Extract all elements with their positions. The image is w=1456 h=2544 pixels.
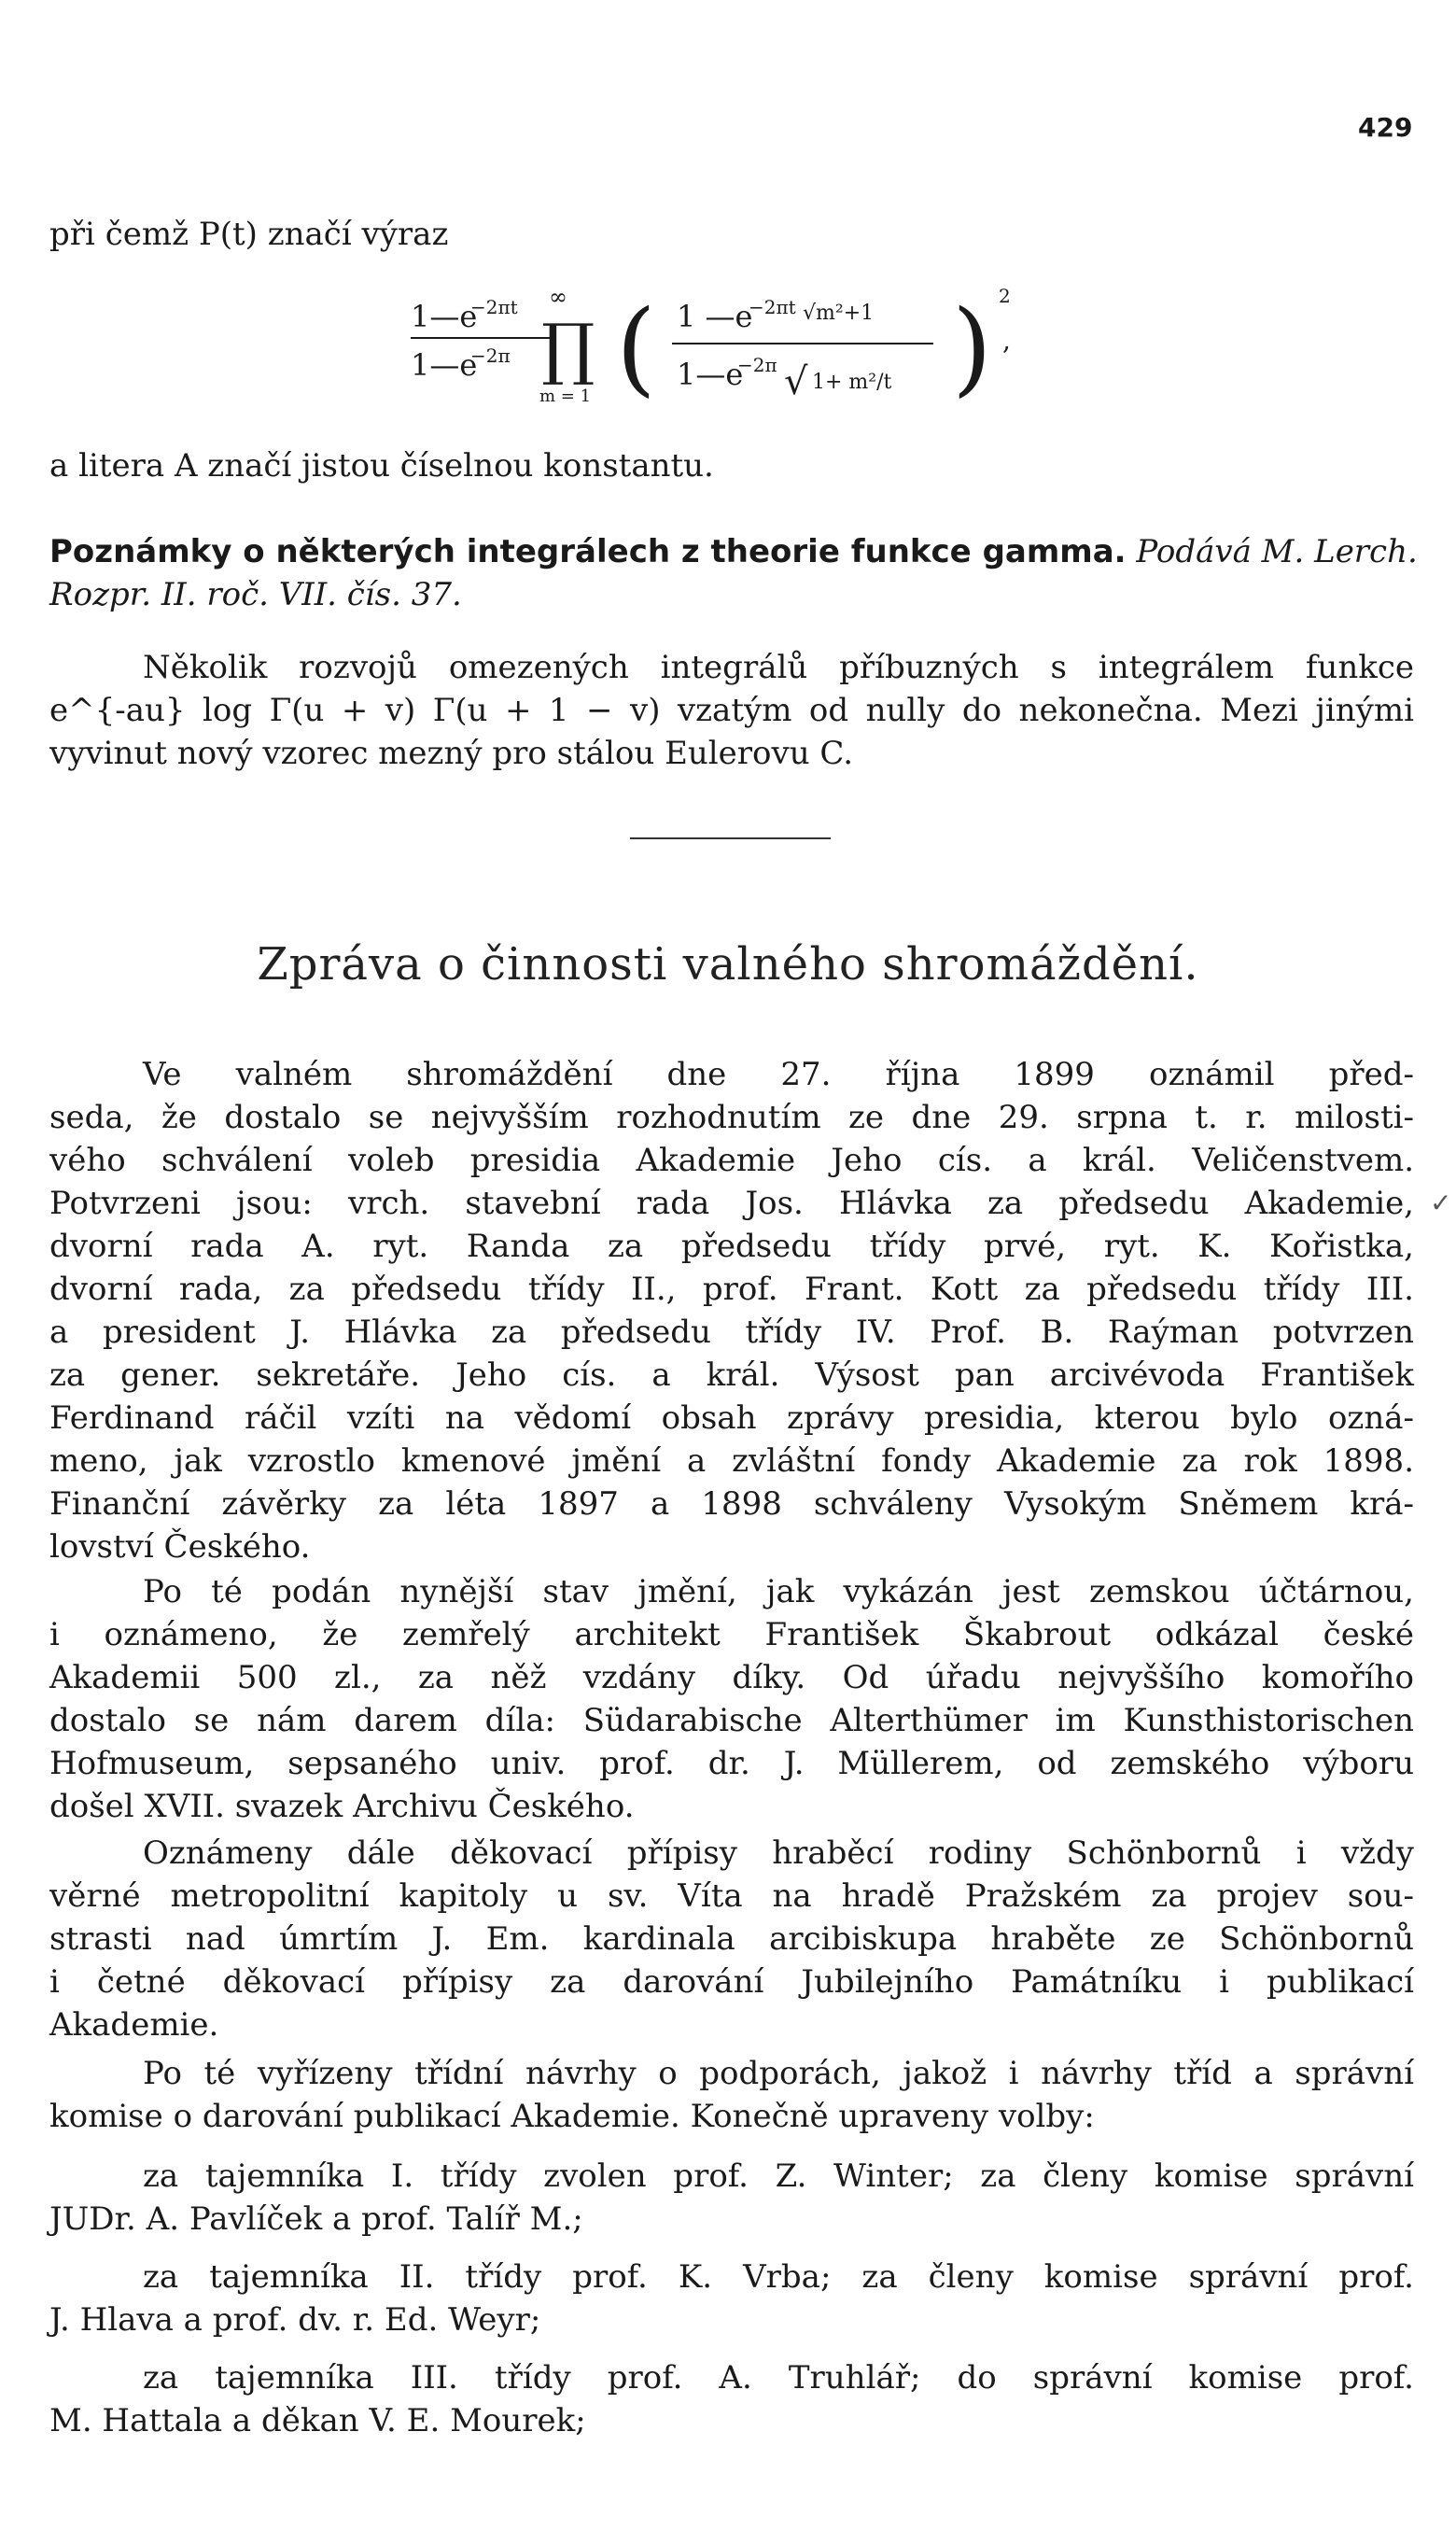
svg-text:1—e: 1—e: [411, 299, 478, 334]
p2-line-2: i oznámeno, že zemřelý architekt František Škabrout odkázal české: [49, 1616, 1414, 1653]
svg-text:,: ,: [1002, 325, 1011, 356]
svg-text:1+ m²/t: 1+ m²/t: [812, 371, 892, 394]
page-number: 429: [1358, 112, 1413, 143]
p3-line-2: věrné metropolitní kapitoly u sv. Víta na hradě Pražském za projev sou-: [49, 1877, 1414, 1915]
p2-line-1: Po té podán nynější stav jmění, jak vykázán jest zemskou účtárnou,: [143, 1573, 1414, 1610]
note-reference: [49, 573, 1414, 616]
svg-text:−2πt: −2πt: [749, 296, 796, 318]
note-line-2: e^{-au} log Γ(u + v) Γ(u + 1 − v) vzatým od nully do nekonečna. Mezi jinými: [49, 692, 1414, 729]
p1-line-3: vého schválení voleb presidia Akademie Jeho cís. a král. Veličenstvem.: [49, 1142, 1414, 1179]
svg-text:m = 1: m = 1: [539, 387, 592, 406]
svg-text:−2π: −2π: [737, 354, 777, 376]
p1-line-10: meno, jak vzrostlo kmenové jmění a zvláštní fondy Akademie za rok 1898.: [49, 1442, 1414, 1480]
note-author: Podává M. Lerch.: [1136, 533, 1418, 570]
svg-text:): ): [952, 288, 992, 407]
section-heading: Zpráva o činnosti valného shromáždění.: [257, 938, 1199, 991]
p1-line-12: lovství Českého.: [49, 1528, 311, 1566]
p2-line-4: dostalo se nám darem díla: Südarabische Alterthümer im Kunsthistorischen: [49, 1702, 1414, 1739]
p6-line-2: J. Hlava a prof. dv. r. Ed. Weyr;: [49, 2301, 541, 2339]
svg-text:1 —e: 1 —e: [677, 299, 753, 334]
p3-line-5: Akademie.: [49, 2006, 219, 2044]
svg-text:−2π: −2π: [470, 344, 511, 367]
svg-text:√m²+1: √m²+1: [803, 302, 875, 325]
product-formula: [411, 280, 1139, 429]
p1-line-8: za gener. sekretáře. Jeho cís. a král. Výsost pan arcivévoda František: [49, 1356, 1414, 1394]
svg-text:(: (: [616, 288, 656, 407]
intro-text: při čemž P(t) značí výraz: [49, 216, 449, 253]
margin-mark: ✓: [1430, 1188, 1452, 1218]
note-reference-text: Rozpr. II. roč. VII. čís. 37.: [49, 576, 462, 613]
p6-line-1: za tajemníka II. třídy prof. K. Vrba; za členy komise správní prof.: [143, 2258, 1414, 2296]
p7-line-1: za tajemníka III. třídy prof. A. Truhlář; do správní komise prof.: [143, 2359, 1414, 2396]
svg-text:√: √: [784, 360, 808, 403]
svg-text:1—e: 1—e: [677, 357, 744, 392]
svg-text:−2πt: −2πt: [470, 296, 518, 318]
svg-text:2: 2: [999, 285, 1011, 307]
p1-line-4: Potvrzeni jsou: vrch. stavební rada Jos. Hlávka za předsedu Akademie,: [49, 1185, 1414, 1222]
p1-line-7: a president J. Hlávka za předsedu třídy IV. Prof. B. Raýman potvrzen: [49, 1314, 1414, 1351]
note-line-1: Několik rozvojů omezených integrálů příbuzných s integrálem funkce: [143, 649, 1414, 686]
svg-text:∏: ∏: [541, 309, 595, 387]
p5-line-2: JUDr. A. Pavlíček a prof. Talíř M.;: [49, 2200, 583, 2238]
p1-line-2: seda, že dostalo se nejvyšším rozhodnutím ze dne 29. srpna t. r. milosti-: [49, 1099, 1414, 1136]
p4-line-1: Po té vyřízeny třídní návrhy o podporách, jakož i návrhy tříd a správní: [143, 2055, 1414, 2092]
section-divider: [630, 837, 831, 839]
constant-text: a litera A značí jistou číselnou konstantu.: [49, 447, 714, 485]
note-title-line: [49, 530, 1418, 573]
p1-line-5: dvorní rada A. ryt. Randa za předsedu třídy prvé, ryt. K. Kořistka,: [49, 1228, 1414, 1265]
note-line-3: vyvinut nový vzorec mezný pro stálou Eulerovu C.: [49, 735, 854, 772]
p2-line-6: došel XVII. svazek Archivu Českého.: [49, 1788, 635, 1825]
svg-text:∞: ∞: [549, 284, 567, 310]
p2-line-3: Akademii 500 zl., za něž vzdány díky. Od úřadu nejvyššího komořího: [49, 1659, 1414, 1696]
p4-line-2: komise o darování publikací Akademie. Konečně upraveny volby:: [49, 2098, 1095, 2135]
p3-line-4: i četné děkovací přípisy za darování Jubilejního Památníku i publikací: [49, 1963, 1414, 2001]
p1-line-11: Finanční závěrky za léta 1897 a 1898 schváleny Vysokým Sněmem krá-: [49, 1485, 1414, 1523]
p3-line-1: Oznámeny dále děkovací přípisy hraběcí rodiny Schönbornů i vždy: [143, 1834, 1414, 1872]
p1-line-1: Ve valném shromáždění dne 27. října 1899 oznámil před-: [143, 1056, 1414, 1093]
p7-line-2: M. Hattala a děkan V. E. Mourek;: [49, 2402, 586, 2439]
svg-text:1—e: 1—e: [411, 347, 478, 383]
p2-line-5: Hofmuseum, sepsaného univ. prof. dr. J. Müllerem, od zemského výboru: [49, 1745, 1414, 1782]
note-title: Poznámky o některých integrálech z theorie funkce gamma.: [49, 533, 1127, 570]
p1-line-6: dvorní rada, za předsedu třídy II., prof. Frant. Kott za předsedu třídy III.: [49, 1271, 1414, 1308]
p3-line-3: strasti nad úmrtím J. Em. kardinala arcibiskupa hraběte ze Schönbornů: [49, 1920, 1414, 1958]
p5-line-1: za tajemníka I. třídy zvolen prof. Z. Winter; za členy komise správní: [143, 2157, 1414, 2195]
p1-line-9: Ferdinand ráčil vzíti na vědomí obsah zprávy presidia, kterou bylo ozná-: [49, 1399, 1414, 1437]
